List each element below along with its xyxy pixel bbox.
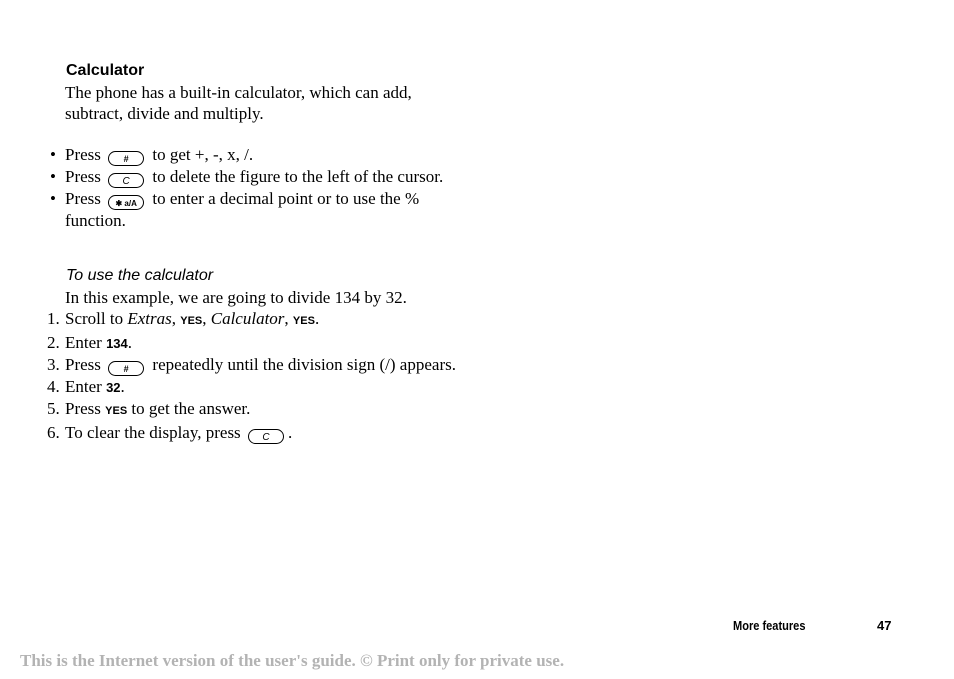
step-number: 4.: [47, 377, 60, 396]
section-title: Calculator: [66, 62, 145, 79]
intro-paragraph: The phone has a built-in calculator, which can add, subtract, divide and multiply.: [65, 83, 412, 123]
example-text: In this example, we are going to divide 134 by 32.: [65, 288, 407, 307]
star-key-icon: ✱ a/A: [108, 195, 144, 210]
hash-key-icon: #: [108, 151, 144, 166]
yes-softkey-label: YES: [105, 405, 128, 417]
step-text: Press: [65, 399, 101, 418]
bullet-dot: •: [50, 167, 56, 186]
entry-value: 32: [106, 380, 121, 395]
bullet-list: [0, 144, 460, 231]
step-text: To clear the display, press: [65, 423, 241, 442]
step-item: [0, 332, 460, 354]
step-text: Scroll to: [65, 309, 124, 328]
yes-softkey-label: YES: [292, 315, 315, 327]
step-text: Press: [65, 355, 101, 374]
separator: ,: [284, 309, 289, 328]
bullet-text-after: to delete the figure to the left of the cursor.: [152, 167, 444, 186]
step-list: [0, 308, 460, 444]
bullet-item: [0, 188, 460, 231]
yes-softkey-label: YES: [180, 315, 203, 327]
step-number: 1.: [47, 309, 60, 328]
menu-name-extras: Extras: [127, 309, 172, 328]
step-end: .: [120, 377, 125, 396]
bullet-dot: •: [50, 145, 56, 164]
copyright-notice: This is the Internet version of the user's guide. © Print only for private use.: [20, 651, 565, 670]
step-number: 2.: [47, 333, 60, 352]
bullet-dot: •: [50, 189, 56, 208]
howto-title: To use the calculator: [66, 267, 214, 284]
step-number: 3.: [47, 355, 60, 374]
step-text: Enter: [65, 377, 102, 396]
step-item: [0, 308, 460, 332]
menu-name-calculator: Calculator: [210, 309, 285, 328]
entry-value: 134: [106, 336, 128, 351]
bullet-text-before: Press: [65, 145, 101, 164]
bullet-item: [0, 166, 460, 188]
step-item: [0, 354, 460, 376]
hash-key-icon: #: [108, 361, 144, 376]
step-item: [0, 376, 460, 398]
step-end: .: [314, 309, 320, 328]
bullet-text-before: Press: [65, 167, 101, 186]
step-end: .: [127, 333, 133, 352]
step-text: Enter: [65, 333, 102, 352]
step-text-suffix: to get the answer.: [131, 399, 251, 418]
separator: ,: [202, 309, 207, 328]
clear-key-icon: C: [108, 173, 144, 188]
separator: ,: [171, 309, 176, 328]
step-number: 6.: [47, 423, 60, 442]
footer-section-label: More features: [733, 618, 806, 633]
step-end: .: [287, 423, 293, 442]
page-number: 47: [877, 618, 892, 633]
bullet-item: [0, 144, 460, 166]
bullet-text-before: Press: [65, 189, 101, 208]
step-number: 5.: [47, 399, 60, 418]
bullet-text-after: to enter a decimal point or to use the % function.: [65, 189, 420, 230]
step-item: [0, 398, 460, 422]
step-item: [0, 422, 460, 444]
step-text-suffix: repeatedly until the division sign (/) appears.: [152, 355, 456, 374]
bullet-text-after: to get +, -, x, /.: [152, 145, 254, 164]
clear-key-icon: C: [248, 429, 284, 444]
